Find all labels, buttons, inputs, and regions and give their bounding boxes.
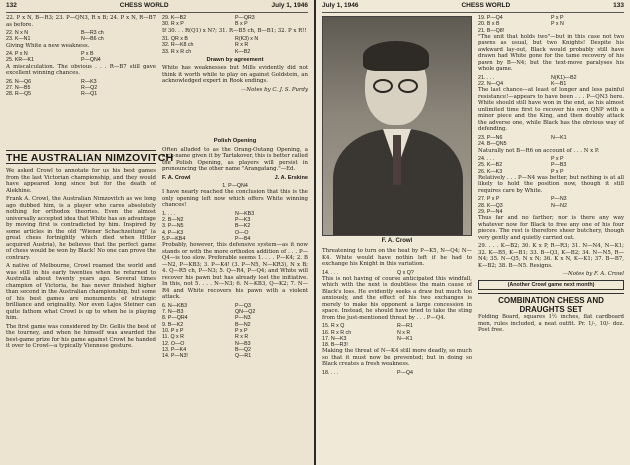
move-row: 17. N—K3 N—K1 xyxy=(322,335,413,342)
left-header-date: July 1, 1946 xyxy=(271,2,308,9)
paragraph: A native of Melbourne, Crowl roamed the world and was still in his early twenties when he returned to Australia about twenty years ago. Several times champion of Victoria, he has never finished higher than second in the Australian championship, but some of his best games are monuments of strategic brilliance and originality. Nor even Lajos Steiner can quite fathom what Crowl is up to when he is playing him. xyxy=(6,263,156,321)
right-header-title: CHESS WORLD xyxy=(461,2,511,9)
move-row: 30. R x P B x P xyxy=(162,21,248,28)
opening-title: Polish Opening xyxy=(213,138,257,144)
move-row: 7. N—B3 QN—Q2 xyxy=(162,309,256,316)
move-row: 33. R x R ch K—B2 xyxy=(162,48,251,55)
right-header-date: July 1, 1946 xyxy=(322,2,359,9)
paragraph: Threatening to turn on the heat by P—K5, N—Q4; N—K4. White would have nothin left if he had to exchange his Knight in this variation. xyxy=(322,248,472,267)
move-row: 8. P—QR4 P—N3 xyxy=(162,315,251,322)
move-row: 25. K—B2 P—B3 xyxy=(478,162,567,169)
note-text: Probably, however, this defensive system—as it now stands or with the more orthodox addition of . . . P—Q4—is too slow. Preferable seems 1. . . . P—K4; 2. B—N2, P—KB3; 3. P—K4! (3. P—N5, N—KR3), N x B; 4. Q—R5 ch, P—N3; 5. Q—R4, P—Q4; and White will recover his pawn but has already lost the initiative. In this, not 5. . . . N—N3; 6. N—KB3, Q—K2; 7. N—R4 and White recovers his pawn with a violent attack. xyxy=(162,242,308,301)
photo-caption: F. A. Crowl xyxy=(381,238,413,244)
move-row: 29. P—N4 xyxy=(478,209,503,216)
left-col1-body xyxy=(6,168,156,462)
move-row: 9. B—K2 B—N2 xyxy=(162,321,251,328)
move-row: 26. K—K3 P x P xyxy=(478,168,564,175)
move-row: 24. P x N P x B xyxy=(6,51,94,58)
paragraph: The last chance—at least of longer and less painful resistance!—appears to have been . . . P—QN3 here. White should still have won in the end, as his almost unlimited time first to recover his own QNP with a minor piece and the King, and then doubly attack the adverse one, while Black has the obvious way of defending. xyxy=(478,87,624,133)
move-row: 24. . . . P x P xyxy=(478,156,564,163)
next-month-box: (Another Crowl game next month) xyxy=(478,280,624,291)
move-row: 19. P—Q4 P x P xyxy=(478,15,564,21)
left-page-number: 132 xyxy=(6,2,17,9)
move-row: 16. R x R ch N x R xyxy=(322,329,411,336)
paragraph: "The unit that holds two"—but in this case not two pawns as usual, but two Knights! Despite his awkward lay-out, Black would probably still have drawn had White gone for the tame recovery of his pawn by B—N4; but the text-move paralyses his whole game. xyxy=(478,33,624,73)
ad-text: Folding Board, squares 1½ inches, flat cardboard men, rules included, a neat outfit. Pr. 1/-, 10/- doz. Post free. xyxy=(478,314,624,334)
move-row: 24. B—QN5 xyxy=(478,141,507,148)
note-text: If 30. . . R(Q1) x N?; 31. R—B5 ch, B—B1; 32. P x R!! xyxy=(162,27,307,34)
paragraph: Thus far and no farther; nor is there any way whatever now for Black to free any one of his four pieces. The rest is therefore sheer butchery, though very gently and quietly carried out. xyxy=(478,215,624,241)
move-row: 1. . . . N—KB3 xyxy=(162,210,255,217)
move-row: 6. N—KB3 P—Q3 xyxy=(162,302,251,309)
paragraph: Naturally not B—R6 on account of . . . N x P. xyxy=(478,147,600,154)
move-row: 15. R x Q R—R1 xyxy=(322,323,413,330)
move-row: 32. R—K8 ch R x R xyxy=(162,42,249,49)
black-player: J. A. Erskine xyxy=(274,174,308,181)
left-page xyxy=(0,0,314,465)
note-text: White has weaknesses but Mills evidently did not think it worth while to play on against Goldstein, an acknowledged expert in Rook endings. xyxy=(162,65,308,85)
right-col1-body xyxy=(322,248,472,462)
left-col2-top xyxy=(162,15,308,133)
left-header-title: CHESS WORLD xyxy=(119,2,169,9)
move-row: 5.P—KB4 P—B4 xyxy=(162,235,251,242)
move-row: 10. P x P P x P xyxy=(162,327,248,334)
paragraph: We asked Crowl to annotate for us his best games from the last Victorian championship, and they would have appeared long since but for the death of Alekhine. xyxy=(6,168,156,194)
left-col1-top xyxy=(6,15,156,148)
move-row: 21. . . . N(K1)—B2 xyxy=(478,74,577,81)
notes-signature: —Notes by F. A. Crowl xyxy=(562,271,624,278)
paragraph: Making the threat of N—K4 still more deadly, so much so that it must now be prevented; but in doing so Black creates a fresh weakness. xyxy=(322,348,472,368)
move-row: 11. Q x R R x R xyxy=(162,334,249,341)
move-row: 31. QR x B R(K3) x N xyxy=(162,36,259,43)
move-row: 29. K—B2 P—QR3 xyxy=(162,15,255,21)
move-row: 25. KR—K1 P—QN4 xyxy=(6,57,101,64)
right-page-number: 133 xyxy=(613,2,624,9)
game-players xyxy=(162,175,308,182)
move-row: 22. N x N B—R3 ch xyxy=(6,30,104,36)
move-row: 27. P x P P—N3 xyxy=(478,196,567,203)
move-row: 26. N—Q6 R—K3 xyxy=(6,78,97,85)
game-result: Drawn by agreement xyxy=(206,56,264,63)
move-row: 22. N—Q4 K—B1 xyxy=(478,81,567,88)
move-row: 14. . . . Q x Q? xyxy=(322,269,414,276)
move-row: 18. . . . P—Q4 xyxy=(322,369,413,376)
move-row: 28. K—Q3 N—N2 xyxy=(478,202,567,209)
move-row: 3. P—N5 B—K2 xyxy=(162,223,251,230)
paragraph: The first game was considered by Dr. Gellis the best of the tourney, and when he himself was awarded the best-game prize for his game against Crowl he handed it over to Crowl—a typically Viennese gesture. xyxy=(6,323,156,349)
paragraph: Relatively . . . P—N4 was better, but nothing is at all likely to hold the position now, though it still requires care by White. xyxy=(478,174,624,194)
white-player: F. A. Crowl xyxy=(162,174,191,181)
note-text: I have nearly reached the conclusion that this is the only opening left now which offers White winning chances! xyxy=(162,189,308,209)
move-row: 20. B x B P x N xyxy=(478,21,564,28)
move-row: 12. O—O N—B3 xyxy=(162,340,251,347)
right-page xyxy=(316,0,630,465)
right-running-header xyxy=(322,2,624,13)
note-text: A miscalculation. The obvious . . . R—B7 still gave excellent winning chances. xyxy=(6,63,156,77)
move-row: 23. K—N1 N—B6 ch xyxy=(6,36,104,43)
opening-note: Often alluded to as the Orang-Outang Opening, a nick-name given it by Tartakover, this is better called the Polish Opening, as players will persist in pronouncing the other name "Arangatang."—Ed. xyxy=(162,146,308,172)
portrait-photo xyxy=(322,16,472,236)
move-row: 13. P—K4 B—Q2 xyxy=(162,346,251,353)
move-row: 23. P—N6 N—K1 xyxy=(478,134,567,141)
first-move: 1. P—QN4 xyxy=(222,183,248,189)
paragraph: This is not having of course anticipated this windfall, which with the next is doubtless the main cause of Black's loss. He evidently seeks a draw but much too anxiously, and the effect of his two exchanges is merely to make his opponent a large concession in space. Instead, he should have tried to take the sting from the just-mentioned threat by . . . P—Q4. xyxy=(322,275,472,321)
ad-title: COMBINATION CHESS AND DRAUGHTS SET xyxy=(478,293,624,314)
move-row: 27. N—B5 R—Q2 xyxy=(6,84,98,91)
article-title: THE AUSTRALIAN NIMZOVITCH xyxy=(6,152,174,164)
move-row: 14. P—N3! Q—R1 xyxy=(162,353,252,360)
left-col2-body xyxy=(162,136,308,462)
move-row: 21. B—Q8! xyxy=(478,27,505,34)
right-col2-body xyxy=(478,15,624,462)
move-row: 2. B—N2 P—K3 xyxy=(162,217,251,224)
move-row: 18. B—R3! xyxy=(322,342,348,349)
note-text: Giving White a new weakness. xyxy=(6,42,90,49)
intro-text: 22. P x N, B—R3; 23. P—QN3, R x B; 24. P x N, R—B7 as before. xyxy=(6,15,156,28)
notes-signature: —Notes by C. J. S. Purdy xyxy=(240,86,308,93)
finish-text: 29. . . . K—B2; 30. K x P, R—R3; 31. N—N4, N—K1; 32. K—B5, K—B1; 33. B—Q3, K—B2; 34. N—N5, R—N4; 35. N—Q5, N x N; 36. K x N, K—K1; 37. B—B7, K—B2; 38. B—N5. Resigns. xyxy=(478,243,624,269)
left-running-header xyxy=(6,2,308,13)
move-row: 4. P—K3 O—O xyxy=(162,229,249,236)
move-row: 28. R—Q5 R—Q1 xyxy=(6,91,98,98)
paragraph: Frank A. Crowl, the Australian Nimzovitch as we long ago dubbed him, is a player who cares absolutely nothing for orthodox theories. Even the almost universally accepted idea that White has an advantage by moving first is contradicted by him. Inspired by some articles in the old "Wiener Schachzeitung" (a great chess fortnightly which died when Hitler acquired Austria), he believes that the perfect game of chess would be won by Black! No one can prove the contrary. xyxy=(6,196,156,261)
